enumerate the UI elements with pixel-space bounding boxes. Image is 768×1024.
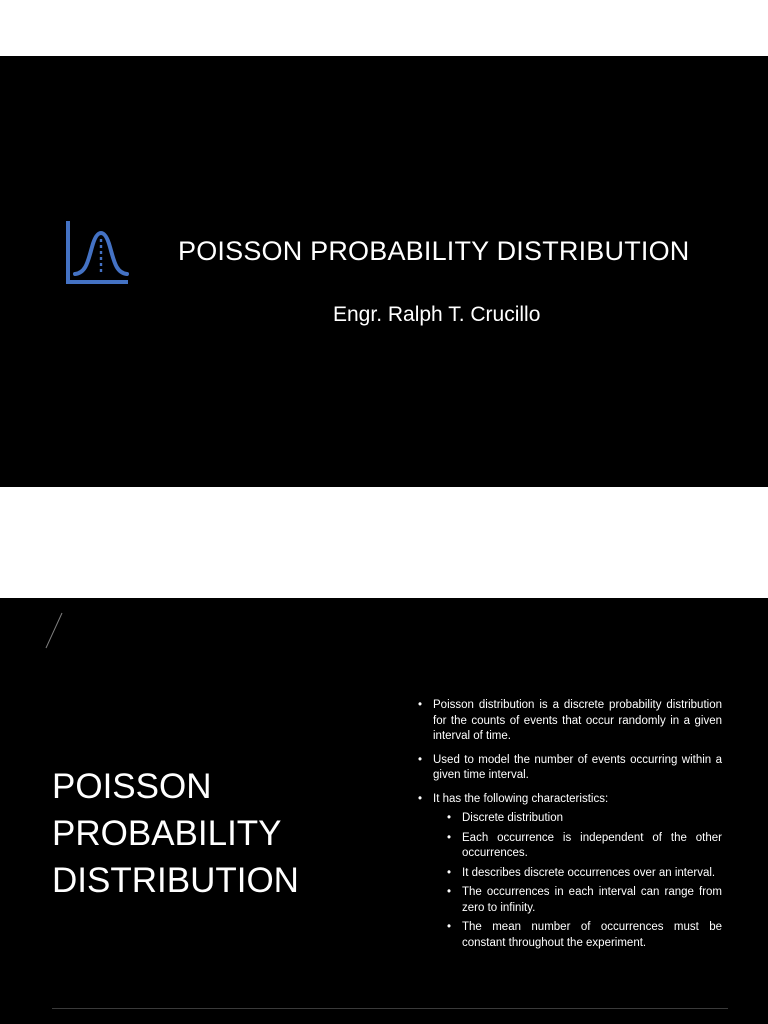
sub-bullet-text: Each occurrence is independent of the other occurrences. — [462, 831, 722, 859]
bullet-dot-icon: • — [447, 921, 452, 933]
bullet-item — [418, 698, 722, 745]
sub-bullet-text: The mean number of occurrences must be constant throughout the experiment. — [462, 921, 722, 949]
bullet-dot-icon: • — [447, 886, 452, 898]
section-title — [52, 763, 372, 904]
slide-subtitle-author: Engr. Ralph T. Crucillo — [333, 303, 541, 326]
bullet-dot-icon: • — [447, 812, 452, 824]
sub-bullet-item — [447, 866, 722, 882]
sub-bullet-item — [447, 811, 722, 827]
bottom-divider — [52, 1008, 728, 1009]
bullet-dot-icon: • — [447, 866, 452, 879]
bullet-dot-icon: • — [418, 699, 423, 711]
bullet-list — [418, 698, 722, 959]
sub-bullet-text: Discrete distribution — [462, 812, 563, 824]
bell-curve-chart-icon — [64, 219, 130, 285]
bullet-dot-icon: • — [418, 753, 423, 766]
section-title-line: DISTRIBUTION — [52, 861, 299, 900]
bullet-text: Used to model the number of events occurring within a given time interval. — [433, 753, 722, 781]
characteristics-list — [433, 811, 722, 951]
slide-title: POISSON PROBABILITY DISTRIBUTION — [178, 236, 690, 266]
section-title-line: PROBABILITY — [52, 814, 282, 853]
bullet-text: It has the following characteristics: — [433, 792, 609, 805]
sub-bullet-item — [447, 831, 722, 862]
sub-bullet-text: It describes discrete occurrences over an interval. — [462, 866, 716, 879]
section-title-line: POISSON — [52, 767, 212, 806]
sub-bullet-item — [447, 885, 722, 916]
bullet-dot-icon: • — [418, 792, 423, 805]
bullet-text: Poisson distribution is a discrete probability distribution for the counts of events that occur randomly in a given interval of time. — [433, 699, 722, 742]
bullet-item — [418, 753, 722, 784]
sub-bullet-text: The occurrences in each interval can range from zero to infinity. — [462, 886, 722, 914]
sub-bullet-item — [447, 920, 722, 951]
decorative-slash-line — [44, 612, 64, 650]
bullet-dot-icon: • — [447, 831, 452, 844]
content-slide — [0, 598, 768, 1024]
title-slide — [0, 56, 768, 487]
bullet-item — [418, 792, 722, 952]
